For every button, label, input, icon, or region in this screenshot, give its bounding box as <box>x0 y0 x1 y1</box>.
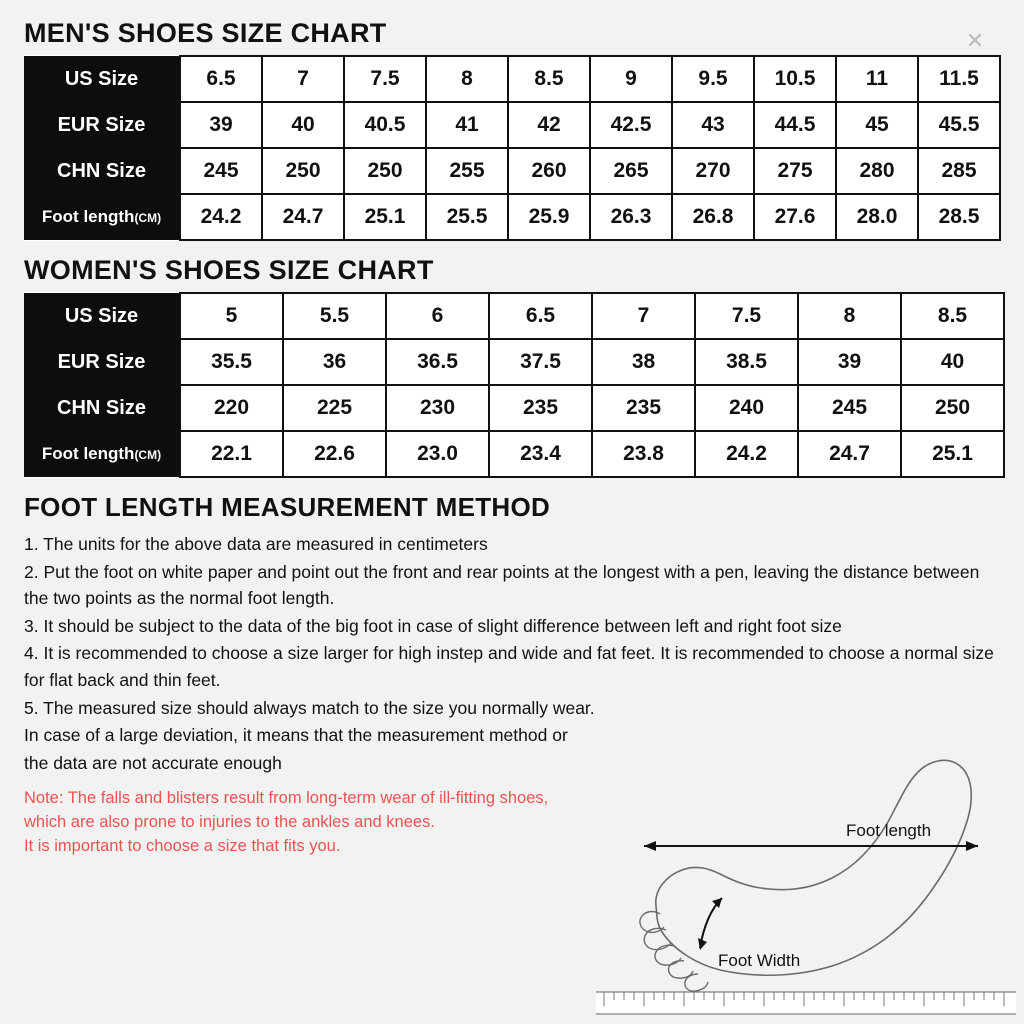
ruler-ticks <box>604 992 1004 1006</box>
cell: 26.3 <box>590 194 672 240</box>
cell: 23.4 <box>489 431 592 477</box>
cell: 285 <box>918 148 1000 194</box>
row-header-foot-length-unit: (CM) <box>134 211 162 225</box>
cell: 36.5 <box>386 339 489 385</box>
cell: 255 <box>426 148 508 194</box>
cell: 7 <box>262 56 344 102</box>
method-line: the data are not accurate enough <box>24 752 282 773</box>
cell: 270 <box>672 148 754 194</box>
row-header-us-size: US Size <box>24 293 180 339</box>
page-title-womens: WOMEN'S SHOES SIZE CHART <box>24 255 434 285</box>
cell: 39 <box>798 339 901 385</box>
cell: 28.0 <box>836 194 918 240</box>
page-title-mens: MEN'S SHOES SIZE CHART <box>24 18 387 48</box>
table-row <box>24 293 1004 339</box>
cell: 7.5 <box>344 56 426 102</box>
cell: 225 <box>283 385 386 431</box>
cell: 45.5 <box>918 102 1000 148</box>
cell: 6.5 <box>180 56 262 102</box>
cell: 8.5 <box>508 56 590 102</box>
row-header-chn-size: CHN Size <box>24 148 180 194</box>
cell: 22.1 <box>180 431 283 477</box>
cell: 43 <box>672 102 754 148</box>
method-line: 3. It should be subject to the data of the big foot in case of slight difference between left and right foot size <box>24 615 842 636</box>
table-row <box>24 194 1000 240</box>
cell: 240 <box>695 385 798 431</box>
cell: 9.5 <box>672 56 754 102</box>
arrow-head-bottom <box>698 938 707 950</box>
row-header-eur-size: EUR Size <box>24 339 180 385</box>
cell: 27.6 <box>754 194 836 240</box>
cell: 11 <box>836 56 918 102</box>
cell: 7 <box>592 293 695 339</box>
cell: 220 <box>180 385 283 431</box>
mens-size-table <box>24 55 1001 241</box>
row-header-foot-length-unit: (CM) <box>134 448 162 462</box>
note-line: Note: The falls and blisters result from long-term wear of ill-fitting shoes, <box>24 789 549 808</box>
toe-shape <box>669 961 693 978</box>
method-line: 4. It is recommended to choose a size larger for high instep and wide and fat feet. It is recommended to choose a normal size for flat back and thin feet. <box>24 643 994 690</box>
cell: 5 <box>180 293 283 339</box>
cell: 42.5 <box>590 102 672 148</box>
cell: 38.5 <box>695 339 798 385</box>
row-header-eur-size: EUR Size <box>24 102 180 148</box>
cell: 10.5 <box>754 56 836 102</box>
row-header-foot-length-text: Foot length <box>41 444 135 463</box>
toe-shape <box>685 974 708 991</box>
method-line: 2. Put the foot on white paper and point out the front and rear points at the longest with a pen, leaving the distance between the two points as the normal foot length. <box>24 561 980 609</box>
cell: 28.5 <box>918 194 1000 240</box>
cell: 40 <box>262 102 344 148</box>
cell: 40.5 <box>344 102 426 148</box>
cell: 35.5 <box>180 339 283 385</box>
cell: 6 <box>386 293 489 339</box>
cell: 25.9 <box>508 194 590 240</box>
cell: 37.5 <box>489 339 592 385</box>
cell: 44.5 <box>754 102 836 148</box>
row-header-us-size: US Size <box>24 56 180 102</box>
womens-size-table <box>24 292 1005 478</box>
cell: 25.5 <box>426 194 508 240</box>
cell: 26.8 <box>672 194 754 240</box>
foot-width-arrow-line <box>700 898 722 948</box>
toe-shape <box>655 945 681 965</box>
cell: 24.7 <box>262 194 344 240</box>
cell: 36 <box>283 339 386 385</box>
cell: 250 <box>344 148 426 194</box>
cell: 39 <box>180 102 262 148</box>
table-row <box>24 148 1000 194</box>
note-line: It is important to choose a size that fits you. <box>24 837 341 856</box>
table-row <box>24 102 1000 148</box>
method-line: In case of a large deviation, it means that the measurement method or <box>24 725 568 746</box>
cell: 24.2 <box>180 194 262 240</box>
foot-width-label: Foot Width <box>718 951 801 970</box>
cell: 22.6 <box>283 431 386 477</box>
warning-note <box>0 777 1024 859</box>
cell: 9 <box>590 56 672 102</box>
table-row <box>24 339 1004 385</box>
cell: 7.5 <box>695 293 798 339</box>
method-line: 5. The measured size should always match to the size you normally wear. <box>24 697 595 718</box>
table-row <box>24 385 1004 431</box>
method-line: 1. The units for the above data are measured in centimeters <box>24 534 488 554</box>
cell: 25.1 <box>344 194 426 240</box>
cell: 40 <box>901 339 1004 385</box>
cell: 8 <box>798 293 901 339</box>
cell: 250 <box>901 385 1004 431</box>
cell: 230 <box>386 385 489 431</box>
cell: 245 <box>180 148 262 194</box>
cell: 24.2 <box>695 431 798 477</box>
cell: 235 <box>592 385 695 431</box>
table-row <box>24 56 1000 102</box>
toe-shape <box>640 912 664 933</box>
arrow-head-top <box>712 898 722 908</box>
cell: 6.5 <box>489 293 592 339</box>
cell: 45 <box>836 102 918 148</box>
cell: 275 <box>754 148 836 194</box>
toe-shape <box>644 928 671 949</box>
table-row <box>24 431 1004 477</box>
row-header-foot-length <box>24 431 180 477</box>
cell: 260 <box>508 148 590 194</box>
cell: 280 <box>836 148 918 194</box>
measurement-method-list <box>0 529 1024 776</box>
close-icon[interactable]: ✕ <box>965 28 985 53</box>
cell: 235 <box>489 385 592 431</box>
cell: 8 <box>426 56 508 102</box>
cell: 5.5 <box>283 293 386 339</box>
cell: 41 <box>426 102 508 148</box>
cell: 42 <box>508 102 590 148</box>
row-header-foot-length <box>24 194 180 240</box>
cell: 38 <box>592 339 695 385</box>
row-header-foot-length-text: Foot length <box>41 207 135 226</box>
cell: 24.7 <box>798 431 901 477</box>
page-title-method: FOOT LENGTH MEASUREMENT METHOD <box>24 492 551 522</box>
note-line: which are also prone to injuries to the ankles and knees. <box>24 813 435 832</box>
row-header-chn-size: CHN Size <box>24 385 180 431</box>
cell: 25.1 <box>901 431 1004 477</box>
cell: 8.5 <box>901 293 1004 339</box>
cell: 23.0 <box>386 431 489 477</box>
cell: 265 <box>590 148 672 194</box>
ruler <box>596 992 1016 1014</box>
cell: 11.5 <box>918 56 1000 102</box>
foot-length-label: Foot length <box>846 821 932 840</box>
cell: 245 <box>798 385 901 431</box>
cell: 250 <box>262 148 344 194</box>
cell: 23.8 <box>592 431 695 477</box>
